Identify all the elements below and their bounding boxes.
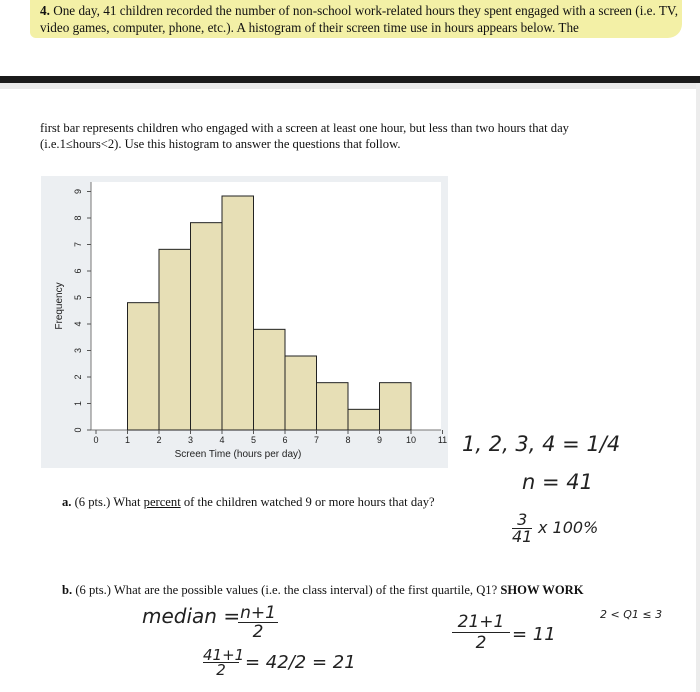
handwritten-q1-result: = 11 xyxy=(512,624,556,645)
histogram-bar-6 xyxy=(285,356,317,430)
x-tick-label: 1 xyxy=(124,435,131,445)
histogram-bar-8 xyxy=(348,409,380,430)
x-tick-label: 9 xyxy=(376,435,383,445)
y-tick-label: 0 xyxy=(73,427,83,433)
histogram-panel xyxy=(41,176,448,468)
question-a xyxy=(62,495,435,510)
x-tick-label: 7 xyxy=(313,435,320,445)
question-b-bold: SHOW WORK xyxy=(500,583,584,597)
histogram-bar-9 xyxy=(380,383,412,430)
question-b-label: b. xyxy=(62,583,73,597)
histogram-bar-5 xyxy=(254,329,286,430)
x-axis-label: Screen Time (hours per day) xyxy=(174,449,302,460)
divider-shade xyxy=(0,83,700,89)
y-tick-label: 2 xyxy=(73,374,83,380)
y-tick-label: 4 xyxy=(73,321,83,327)
y-tick-label: 9 xyxy=(73,188,83,195)
y-ticks-group xyxy=(73,189,91,433)
x-tick-label: 4 xyxy=(219,435,225,445)
x-tick-label: 10 xyxy=(405,435,417,445)
instructions-line-1: first bar represents children who engaged with a screen at least one hour, but less than two hours that day xyxy=(40,121,569,135)
handwritten-q1-range: 2 < Q1 ≤ 3 xyxy=(600,608,663,621)
calc-numerator: 41+1 xyxy=(203,646,245,664)
y-tick-label: 7 xyxy=(73,241,83,248)
x-tick-label: 2 xyxy=(156,435,162,445)
y-tick-label: 3 xyxy=(73,347,83,354)
histogram-bar-2 xyxy=(159,249,191,430)
x-ticks-group xyxy=(93,430,447,445)
handwritten-percent: x 100% xyxy=(538,518,599,537)
instructions-paragraph xyxy=(40,120,640,152)
y-tick-label: 5 xyxy=(73,294,83,301)
histogram-chart xyxy=(41,176,448,468)
q1-numerator: 21+1 xyxy=(457,612,505,632)
handwritten-calc-fraction xyxy=(203,646,245,679)
fraction-denominator: 41 xyxy=(512,527,533,546)
handwritten-calc-result: = 42/2 = 21 xyxy=(245,652,356,673)
x-tick-label: 8 xyxy=(345,435,351,445)
x-tick-label: 11 xyxy=(437,435,448,445)
x-tick-label: 6 xyxy=(282,435,288,445)
y-axis-label: Frequency xyxy=(54,282,65,330)
histogram-bar-7 xyxy=(317,383,349,430)
fraction-numerator: 3 xyxy=(517,510,528,529)
handwritten-median-fraction xyxy=(238,604,278,641)
handwritten-q1-fraction xyxy=(452,612,510,653)
question-number: 4. xyxy=(40,3,50,18)
y-tick-label: 8 xyxy=(73,215,83,221)
handwritten-median-label: median = xyxy=(142,604,241,628)
y-tick-label: 6 xyxy=(73,268,83,274)
question-a-rest: of the children watched 9 or more hours that day? xyxy=(183,495,435,509)
question-header xyxy=(40,2,680,36)
q1-denominator: 2 xyxy=(475,633,487,653)
histogram-bar-4 xyxy=(222,196,254,430)
page-divider xyxy=(0,76,700,83)
median-denominator: 2 xyxy=(252,622,264,642)
x-tick-label: 3 xyxy=(187,435,194,445)
question-a-label: a. xyxy=(62,495,72,509)
question-a-points: (6 pts.) What xyxy=(74,495,141,509)
calc-denominator: 2 xyxy=(216,661,226,679)
handwritten-sequence: 1, 2, 3, 4 = 1/4 xyxy=(462,432,621,456)
instructions-line-2: (i.e.1≤hours<2). Use this histogram to answer the questions that follow. xyxy=(40,137,401,151)
scrollbar-track[interactable] xyxy=(696,83,700,692)
handwritten-n: n = 41 xyxy=(522,470,593,494)
median-numerator: n+1 xyxy=(240,603,276,623)
question-header-text: One day, 41 children recorded the number of non-school work-related hours they spent engaged with a screen (i.e. TV, video games, computer, phone, etc.). A histogram of their screen time use in hours appears below. The xyxy=(40,3,679,35)
y-tick-label: 1 xyxy=(73,400,83,407)
histogram-bar-1 xyxy=(128,303,160,430)
x-tick-label: 0 xyxy=(93,435,99,445)
question-b xyxy=(62,583,584,598)
question-a-underlined: percent xyxy=(143,495,181,509)
histogram-bar-3 xyxy=(191,223,223,430)
handwritten-fraction xyxy=(512,512,532,545)
question-b-text: (6 pts.) What are the possible values (i.e. the class interval) of the first quartile, Q1? xyxy=(75,583,498,597)
x-tick-label: 5 xyxy=(250,435,257,445)
